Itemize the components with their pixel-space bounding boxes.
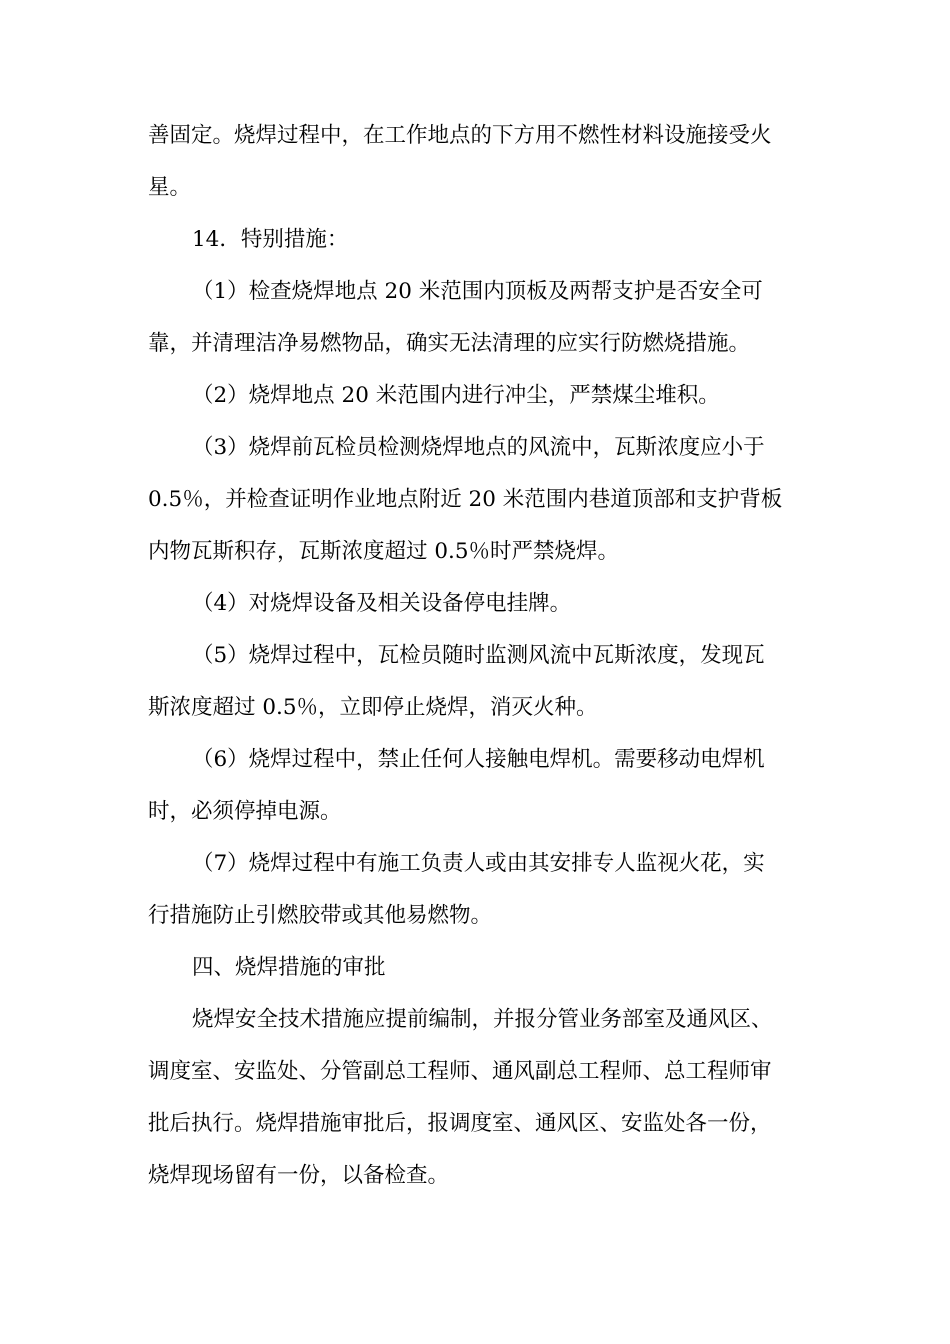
text-line: （2）烧焊地点 20 米范围内进行冲尘，严禁煤尘堆积。	[192, 383, 720, 408]
text-line: 星。	[148, 175, 192, 200]
text-line: 靠，并清理洁净易燃物品，确实无法清理的应实行防燃烧措施。	[148, 331, 751, 356]
text-line: 内物瓦斯积存，瓦斯浓度超过 0.5％时严禁烧焊。	[148, 539, 620, 564]
section-heading: 14．特别措施：	[192, 227, 349, 252]
text-line: （4）对烧焊设备及相关设备停电挂牌。	[192, 591, 572, 616]
text-line: 善固定。烧焊过程中，在工作地点的下方用不燃性材料设施接受火	[148, 123, 772, 148]
text-line: 调度室、安监处、分管副总工程师、通风副总工程师、总工程师审	[148, 1059, 772, 1084]
text-line: 行措施防止引燃胶带或其他易燃物。	[148, 903, 493, 928]
text-line: 斯浓度超过 0.5％，立即停止烧焊，消灭火种。	[148, 695, 598, 720]
text-line: （5）烧焊过程中，瓦检员随时监测风流中瓦斯浓度，发现瓦	[192, 643, 765, 668]
text-line: （7）烧焊过程中有施工负责人或由其安排专人监视火花，实	[192, 851, 765, 876]
text-line: 0.5％，并检查证明作业地点附近 20 米范围内巷道顶部和支护背板	[148, 487, 783, 512]
text-line: （1）检查烧焊地点 20 米范围内顶板及两帮支护是否安全可	[192, 279, 763, 304]
text-line: 批后执行。烧焊措施审批后，报调度室、通风区、安监处各一份，	[148, 1111, 772, 1136]
section-heading: 四、烧焊措施的审批	[192, 955, 386, 980]
text-line: 烧焊安全技术措施应提前编制，并报分管业务部室及通风区、	[192, 1007, 773, 1032]
text-line: 时，必须停掉电源。	[148, 799, 342, 824]
text-line: （3）烧焊前瓦检员检测烧焊地点的风流中，瓦斯浓度应小于	[192, 435, 765, 460]
text-line: （6）烧焊过程中，禁止任何人接触电焊机。需要移动电焊机	[192, 747, 765, 772]
text-line: 烧焊现场留有一份，以备检查。	[148, 1163, 450, 1188]
